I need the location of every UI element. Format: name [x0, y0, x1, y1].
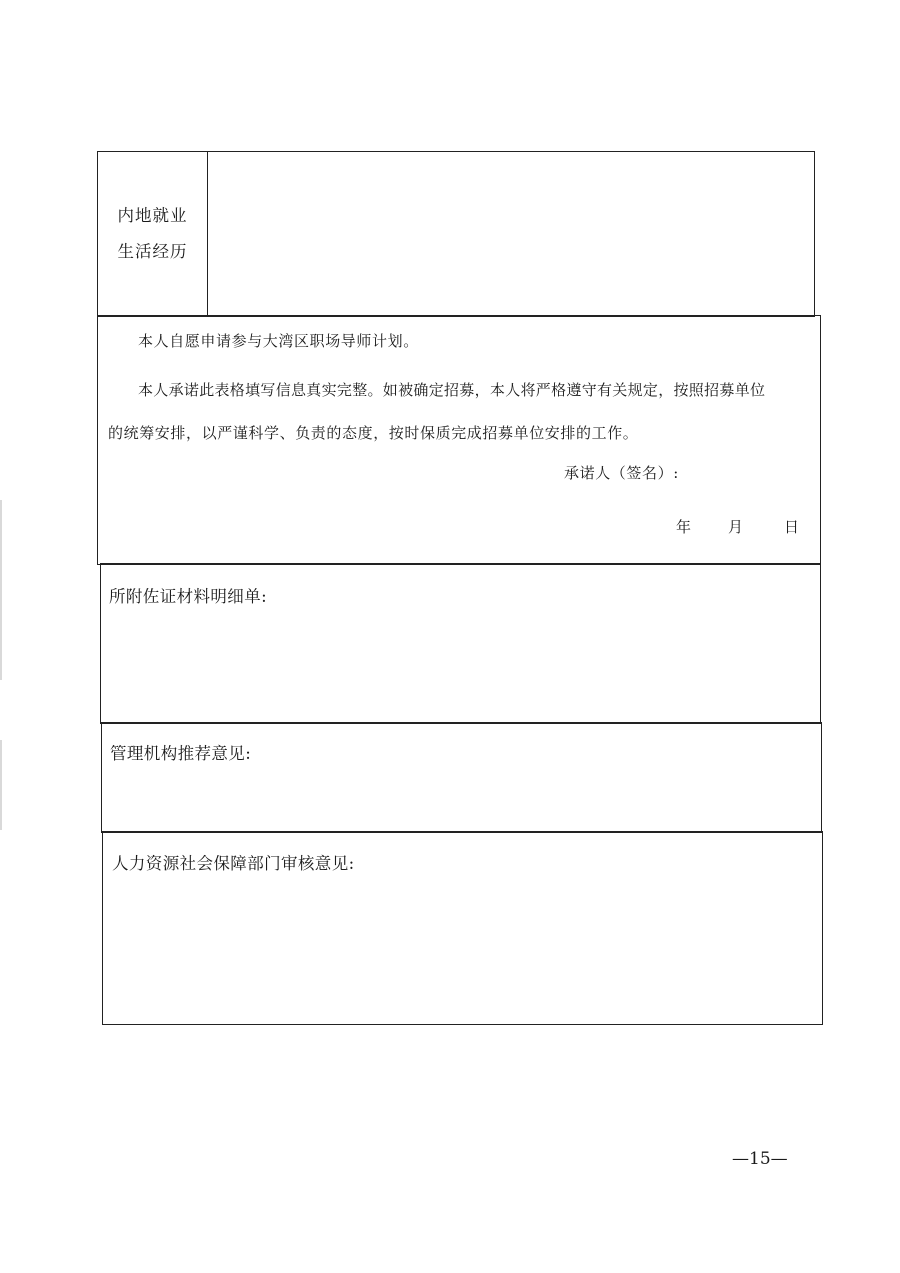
scan-edge-mark [0, 740, 2, 830]
attachments-row [100, 563, 821, 724]
experience-label-line1: 内地就业 [117, 206, 188, 225]
scan-edge-mark [0, 500, 2, 680]
pledge-row [97, 315, 821, 565]
experience-row [97, 151, 815, 317]
management-opinion-row [101, 722, 822, 833]
hr-opinion-row [102, 831, 823, 1025]
date-year-label: 年 [676, 518, 692, 536]
attachments-field[interactable] [101, 616, 820, 723]
hr-opinion-field[interactable] [103, 884, 822, 1024]
pledge-line-2: 本人承诺此表格填写信息真实完整。如被确定招募，本人将严格遵守有关规定，按照招募单位 [138, 381, 766, 399]
pledge-line-1: 本人自愿申请参与大湾区职场导师计划。 [138, 332, 419, 350]
experience-label-cell [98, 152, 208, 316]
management-opinion-title: 管理机构推荐意见: [110, 744, 252, 763]
hr-opinion-title: 人力资源社会保障部门审核意见: [112, 854, 355, 873]
management-opinion-field[interactable] [102, 773, 821, 832]
page-number: —15— [732, 1149, 788, 1169]
experience-value-cell[interactable] [208, 152, 814, 316]
date-day-label: 日 [784, 518, 800, 536]
signature-label: 承诺人（签名）: [564, 464, 679, 482]
date-month-label: 月 [728, 518, 744, 536]
pledge-line-3: 的统筹安排，以严谨科学、负责的态度，按时保质完成招募单位安排的工作。 [108, 424, 639, 442]
attachments-title: 所附佐证材料明细单: [109, 587, 268, 606]
signature-field[interactable] [688, 456, 808, 486]
experience-label-line2: 生活经历 [117, 242, 188, 261]
